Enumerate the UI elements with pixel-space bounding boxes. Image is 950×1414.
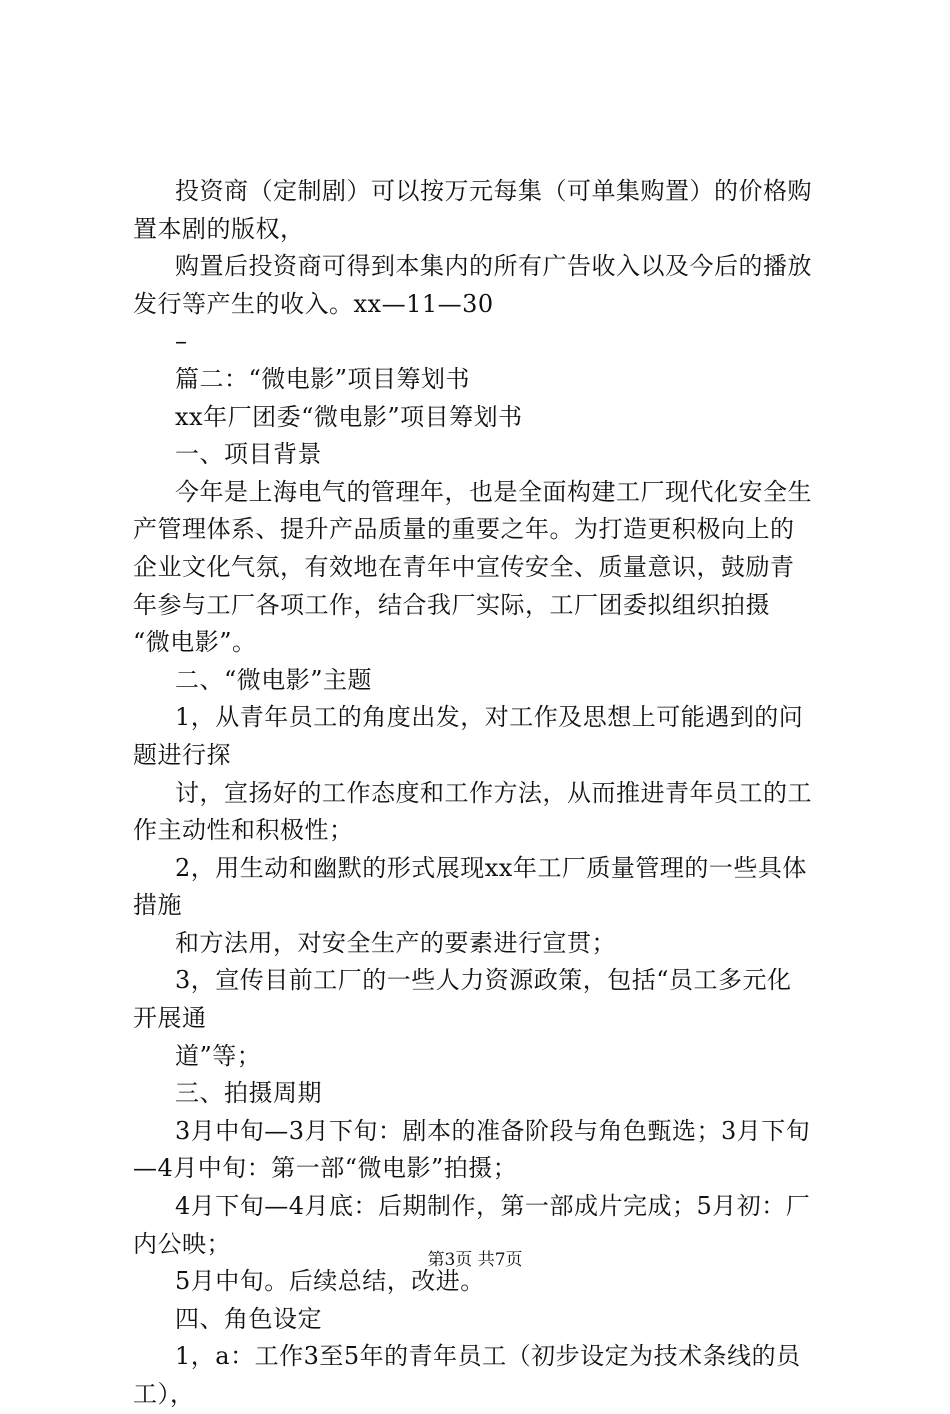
- text-line-26: 3月中旬—3月下旬：剧本的准备阶段与角色甄选；3月下旬: [175, 1116, 811, 1145]
- text-line-8: 一、项目背景: [175, 440, 322, 469]
- text-line-22: 3，宣传目前工厂的一些人力资源政策，包括“员工多元化: [175, 966, 792, 995]
- text-line-13: “微电影”。: [133, 628, 257, 657]
- text-line-2: 置本剧的版权，: [133, 214, 305, 243]
- text-line-5: –: [175, 327, 188, 356]
- text-line-33: 工），: [133, 1380, 195, 1408]
- text-line-11: 企业文化气氛，有效地在青年中宣传安全、质量意识，鼓励青: [133, 552, 795, 581]
- text-line-28: 4月下旬—4月底：后期制作，第一部成片完成；5月初：厂: [175, 1192, 811, 1221]
- text-line-30: 5月中旬。后续总结，改进。: [175, 1267, 485, 1296]
- text-line-24: 道”等；: [175, 1041, 262, 1070]
- document-body: [133, 173, 835, 1414]
- text-line-18: 作主动性和积极性；: [133, 816, 354, 845]
- text-line-9: 今年是上海电气的管理年，也是全面构建工厂现代化安全生: [175, 477, 812, 506]
- text-line-20: 措施: [133, 891, 182, 920]
- text-line-21: 和方法用，对安全生产的要素进行宣贯；: [175, 928, 616, 957]
- text-line-23: 开展通: [133, 1004, 207, 1033]
- text-line-10: 产管理体系、提升产品质量的重要之年。为打造更积极向上的: [133, 515, 795, 544]
- text-line-27: —4月中旬：第一部“微电影”拍摄；: [133, 1154, 518, 1183]
- text-line-16: 题进行探: [133, 740, 231, 769]
- page-footer: 第3页 共7页: [427, 1250, 523, 1270]
- text-line-17: 讨，宣扬好的工作态度和工作方法，从而推进青年员工的工: [175, 778, 812, 807]
- text-line-12: 年参与工厂各项工作，结合我厂实际，工厂团委拟组织拍摄: [133, 590, 770, 619]
- text-line-32: 1，a：工作3至5年的青年员工（初步设定为技术条线的员: [175, 1342, 801, 1371]
- text-line-25: 三、拍摄周期: [175, 1079, 322, 1108]
- text-line-6: 篇二：“微电影”项目筹划书: [175, 364, 471, 393]
- text-line-14: 二、“微电影”主题: [175, 665, 373, 694]
- text-line-3: 购置后投资商可得到本集内的所有广告收入以及今后的播放: [175, 252, 812, 281]
- text-line-4: 发行等产生的收入。xx—11—30: [133, 289, 494, 318]
- text-line-15: 1，从青年员工的角度出发，对工作及思想上可能遇到的问: [175, 703, 804, 732]
- text-line-29: 内公映；: [133, 1229, 231, 1258]
- text-line-19: 2，用生动和幽默的形式展现xx年工厂质量管理的一些具体: [175, 853, 807, 882]
- text-line-7: xx年厂团委“微电影”项目筹划书: [175, 402, 523, 431]
- text-line-1: 投资商（定制剧）可以按万元每集（可单集购置）的价格购: [175, 177, 812, 205]
- text-line-31: 四、角色设定: [175, 1304, 322, 1333]
